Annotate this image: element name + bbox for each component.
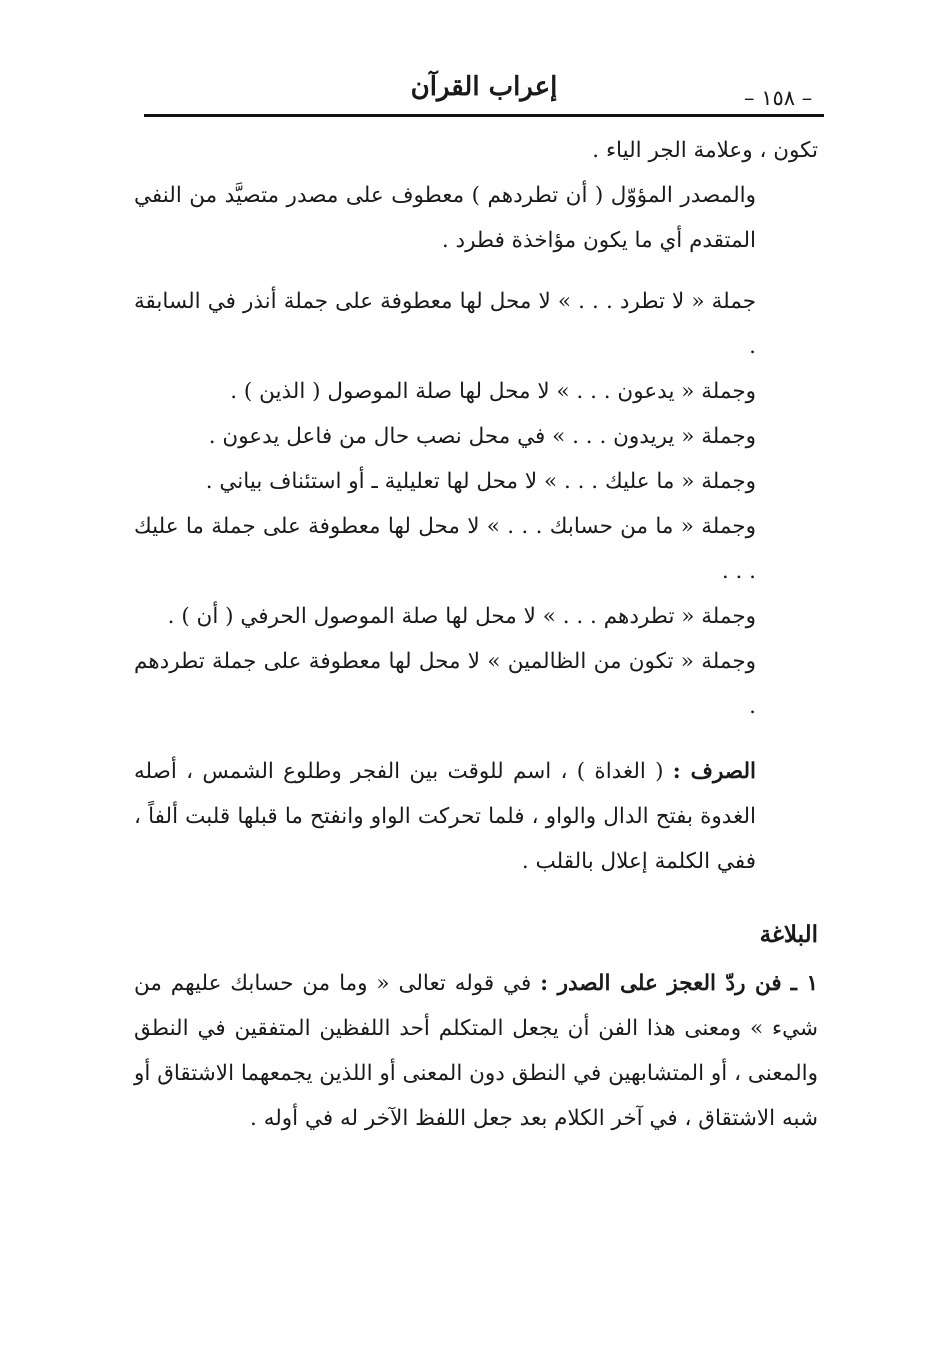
- paragraph-jumla-yadoon: وجملة « يدعون . . . » لا محل لها صلة الموصول ( الذين ) .: [230, 379, 756, 404]
- sarf-label: الصرف :: [672, 759, 756, 784]
- paragraph-masdar: والمصدر المؤوّل ( أن تطردهم ) معطوف على مصدر متصيَّد من النفي المتقدم أي ما يكون مؤاخذة فطرد .: [134, 183, 756, 253]
- item-title: فن ردّ العجز على الصدر :: [540, 971, 782, 996]
- header-rule: [144, 114, 824, 117]
- page-header: [144, 62, 824, 114]
- paragraph-line-1: تكون ، وعلامة الجر الياء .: [592, 138, 818, 163]
- paragraph-jumla-la-tatrud: جملة « لا تطرد . . . » لا محل لها معطوفة على جملة أنذر في السابقة .: [134, 289, 756, 359]
- page-body: [134, 128, 818, 1141]
- book-title: إعراب القرآن: [410, 72, 558, 102]
- page-number: – ١٥٨ –: [744, 86, 813, 110]
- paragraph-jumla-takun: وجملة « تكون من الظالمين » لا محل لها معطوفة على جملة تطردهم .: [134, 649, 756, 719]
- paragraph-balagha-item-1: [134, 961, 818, 1141]
- paragraph-jumla-yureedoon: وجملة « يريدون . . . » في محل نصب حال من فاعل يدعون .: [208, 424, 756, 449]
- paragraph-sarf: [134, 749, 818, 884]
- paragraph-jumla-ma-alayk: وجملة « ما عليك . . . » لا محل لها تعليلية ـ أو استئناف بياني .: [205, 469, 756, 494]
- item-number: ١ ـ: [790, 971, 818, 996]
- section-heading-balagha: البلاغة: [759, 921, 818, 948]
- item-text: في قوله تعالى « وما من حسابك عليهم من شيء » ومعنى هذا الفن أن يجعل المتكلم أحد اللفظين المتفقين في النطق والمعنى ، أو المتشابهين في النطق دون المعنى أو اللذين يجمعهما الاشتقاق أو شبه الاشتقاق ، في آخر الكلام بعد جعل اللفظ الآخر له في أوله .: [134, 971, 818, 1131]
- sarf-text: ( الغداة ) ، اسم للوقت بين الفجر وطلوع الشمس ، أصله الغدوة بفتح الدال والواو ، فلما تحركت الواو وانفتح ما قبلها قلبت ألفاً ، ففي الكلمة إعلال بالقلب .: [134, 759, 756, 874]
- paragraph-jumla-tatrudhum: وجملة « تطردهم . . . » لا محل لها صلة الموصول الحرفي ( أن ) .: [167, 604, 756, 629]
- paragraph-jumla-ma-min-hisabik: وجملة « ما من حسابك . . . » لا محل لها معطوفة على جملة ما عليك . . .: [134, 514, 756, 584]
